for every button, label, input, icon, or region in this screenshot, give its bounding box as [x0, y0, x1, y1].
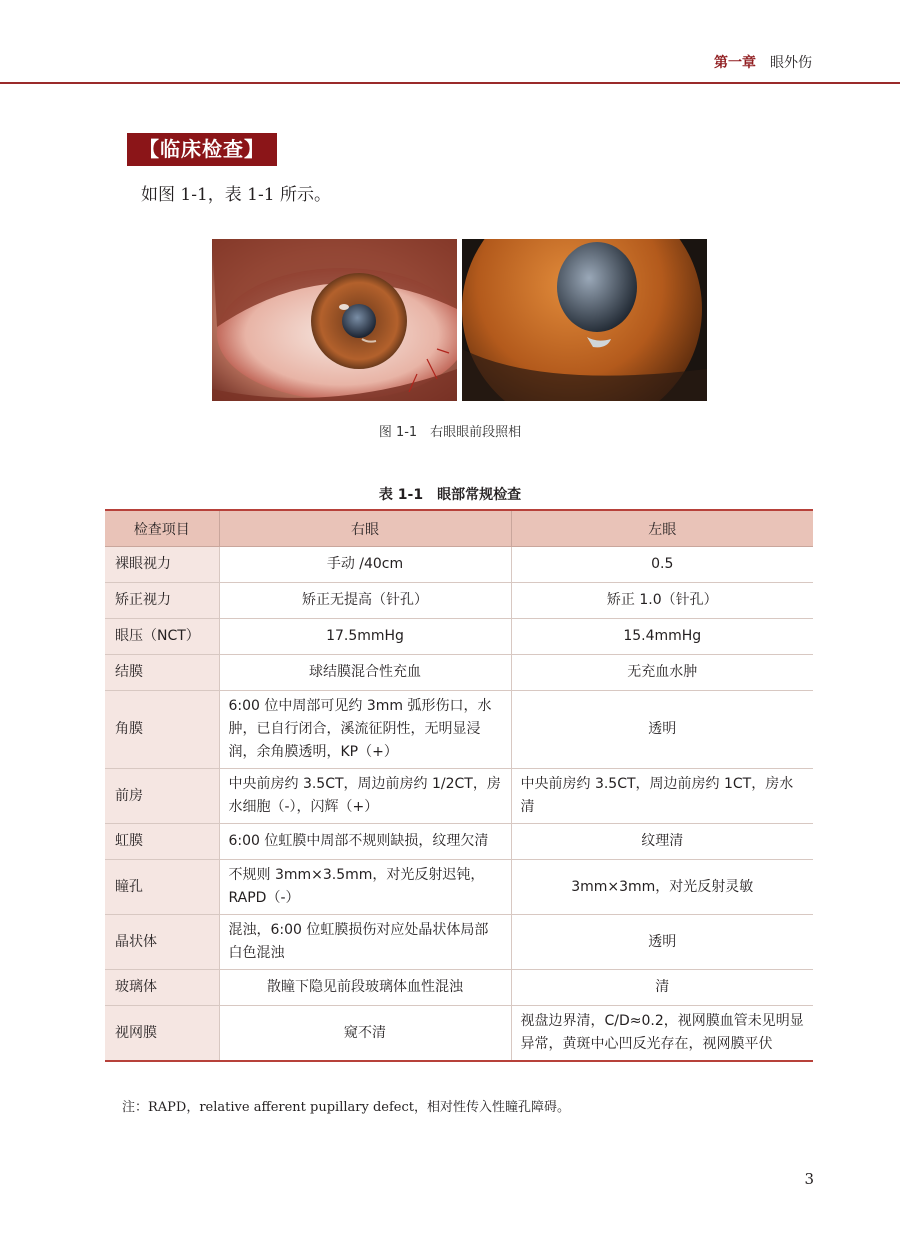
table-row: [105, 619, 813, 655]
left-eye-value: 透明: [511, 691, 813, 769]
right-eye-value: 17.5mmHg: [219, 619, 511, 655]
row-item: 玻璃体: [105, 970, 219, 1006]
table-header-row: [105, 510, 813, 547]
left-eye-value: 清: [511, 970, 813, 1006]
page-number: 3: [804, 1170, 814, 1188]
right-eye-value: 矫正无提高（针孔）: [219, 583, 511, 619]
figure-caption: 图 1-1 右眼眼前段照相: [378, 425, 522, 440]
row-item: 矫正视力: [105, 583, 219, 619]
table-title: 表 1-1 眼部常规检查: [378, 487, 522, 503]
right-eye-value: 6:00 位中周部可见约 3mm 弧形伤口，水肿，已自行闭合，溪流征阴性，无明显浸润，余角膜透明，KP（+）: [219, 691, 511, 769]
section-heading: 【临床检查】: [127, 133, 277, 166]
header-left-eye: 左眼: [511, 510, 813, 547]
eye-photo-overview: [212, 239, 457, 401]
left-eye-value: 视盘边界清，C/D≈0.2，视网膜血管未见明显异常，黄斑中心凹反光存在，视网膜平伏: [511, 1006, 813, 1062]
left-eye-value: 无充血水肿: [511, 655, 813, 691]
right-eye-value: 球结膜混合性充血: [219, 655, 511, 691]
right-eye-value: 散瞳下隐见前段玻璃体血性混浊: [219, 970, 511, 1006]
right-eye-value: 中央前房约 3.5CT，周边前房约 1/2CT，房水细胞（-），闪辉（+）: [219, 769, 511, 824]
left-eye-value: 0.5: [511, 547, 813, 583]
left-eye-value: 矫正 1.0（针孔）: [511, 583, 813, 619]
table-row: [105, 655, 813, 691]
table-row: [105, 1006, 813, 1062]
header-right-eye: 右眼: [219, 510, 511, 547]
row-item: 裸眼视力: [105, 547, 219, 583]
left-eye-value: 中央前房约 3.5CT，周边前房约 1CT，房水清: [511, 769, 813, 824]
table-row: [105, 691, 813, 769]
left-eye-value: 纹理清: [511, 824, 813, 860]
header-rule: [0, 82, 900, 84]
row-item: 视网膜: [105, 1006, 219, 1062]
eye-photo-slitlamp: [462, 239, 707, 401]
row-item: 虹膜: [105, 824, 219, 860]
chapter-label: 第一章: [714, 55, 756, 71]
running-head: [714, 52, 812, 72]
row-item: 前房: [105, 769, 219, 824]
row-item: 结膜: [105, 655, 219, 691]
right-eye-value: 手动 /40cm: [219, 547, 511, 583]
right-eye-value: 混浊，6:00 位虹膜损伤对应处晶状体局部白色混浊: [219, 915, 511, 970]
right-eye-value: 窥不清: [219, 1006, 511, 1062]
left-eye-value: 15.4mmHg: [511, 619, 813, 655]
row-item: 晶状体: [105, 915, 219, 970]
table-row: [105, 915, 813, 970]
left-eye-value: 透明: [511, 915, 813, 970]
chapter-title: 眼外伤: [770, 55, 812, 71]
row-item: 角膜: [105, 691, 219, 769]
intro-text: 如图 1-1，表 1-1 所示。: [141, 185, 331, 205]
table-row: [105, 824, 813, 860]
row-item: 瞳孔: [105, 860, 219, 915]
table-row: [105, 769, 813, 824]
table-note: 注：RAPD，relative afferent pupillary defect，相对性传入性瞳孔障碍。: [122, 1100, 570, 1115]
left-eye-value: 3mm×3mm，对光反射灵敏: [511, 860, 813, 915]
eye-exam-table: [105, 509, 813, 1062]
table-row: [105, 583, 813, 619]
table-row: [105, 970, 813, 1006]
table-row: [105, 547, 813, 583]
right-eye-value: 6:00 位虹膜中周部不规则缺损，纹理欠清: [219, 824, 511, 860]
row-item: 眼压（NCT）: [105, 619, 219, 655]
right-eye-value: 不规则 3mm×3.5mm，对光反射迟钝，RAPD（-）: [219, 860, 511, 915]
table-row: [105, 860, 813, 915]
header-item: 检查项目: [105, 510, 219, 547]
